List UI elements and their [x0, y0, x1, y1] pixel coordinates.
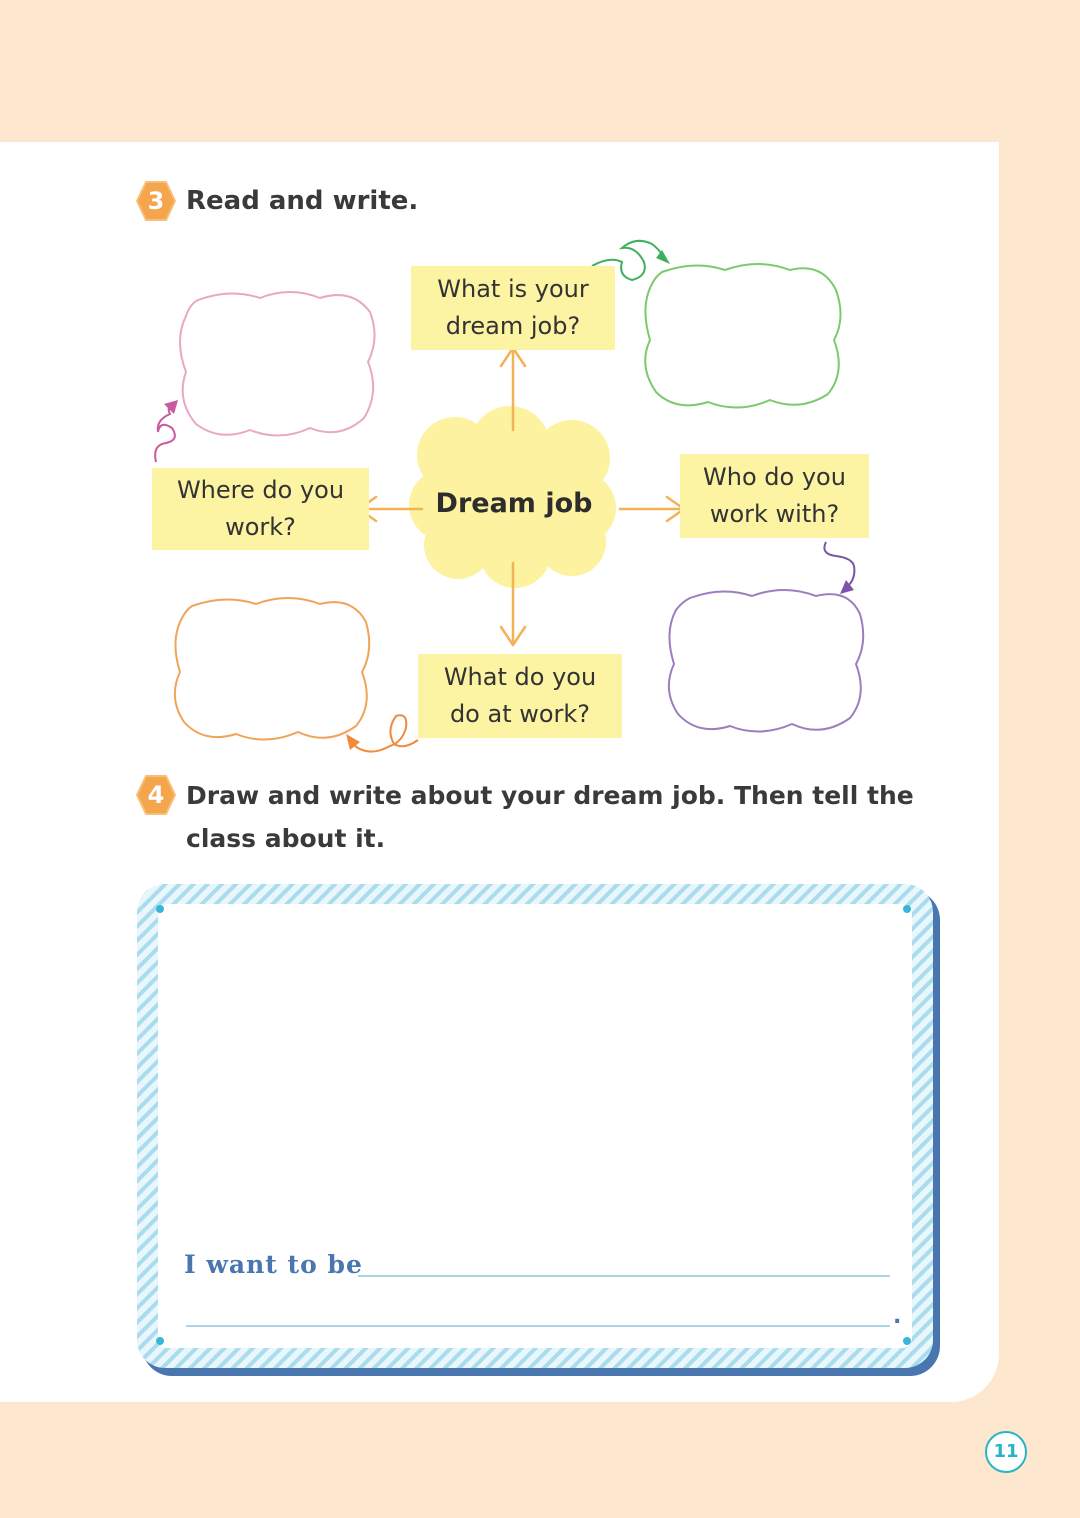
question-right-line1: Who do you — [703, 463, 846, 491]
answer-cloud-orange — [175, 598, 369, 740]
task-3-instruction: Read and write. — [186, 186, 419, 216]
answer-cloud-pink — [180, 292, 375, 436]
question-note-left — [152, 468, 369, 550]
question-left-line2: work? — [225, 513, 296, 541]
question-note-top — [411, 266, 615, 350]
task-4-number: 4 — [147, 781, 165, 809]
answer-cloud-green — [645, 264, 840, 408]
task-4-instruction-line2: class about it. — [186, 824, 386, 853]
question-top-line1: What is your — [437, 275, 589, 303]
question-left-line1: Where do you — [176, 476, 345, 504]
question-top-line2: dream job? — [445, 312, 581, 340]
write-end-mark: . — [893, 1304, 902, 1329]
answer-cloud-purple — [669, 590, 863, 732]
curly-arrow-purple — [824, 542, 854, 586]
task-4-instruction-line1: Draw and write about your dream job. Then tell the — [186, 781, 914, 810]
task-3-number: 3 — [147, 187, 165, 215]
question-bottom-line1: What do you — [443, 663, 597, 691]
task-4-number-badge — [136, 774, 176, 816]
question-right-line2: work with? — [709, 500, 840, 528]
drawing-box-frame — [137, 884, 940, 1376]
question-note-bottom — [418, 654, 622, 738]
arrowhead-pink — [164, 400, 178, 414]
center-label: Dream job — [435, 488, 593, 519]
question-note-right — [680, 454, 869, 538]
arrow-right — [620, 497, 684, 521]
write-prompt: I want to be — [184, 1250, 363, 1279]
arrowhead-green — [656, 250, 670, 264]
question-bottom-line2: do at work? — [449, 700, 591, 728]
page-number: 11 — [985, 1431, 1027, 1473]
